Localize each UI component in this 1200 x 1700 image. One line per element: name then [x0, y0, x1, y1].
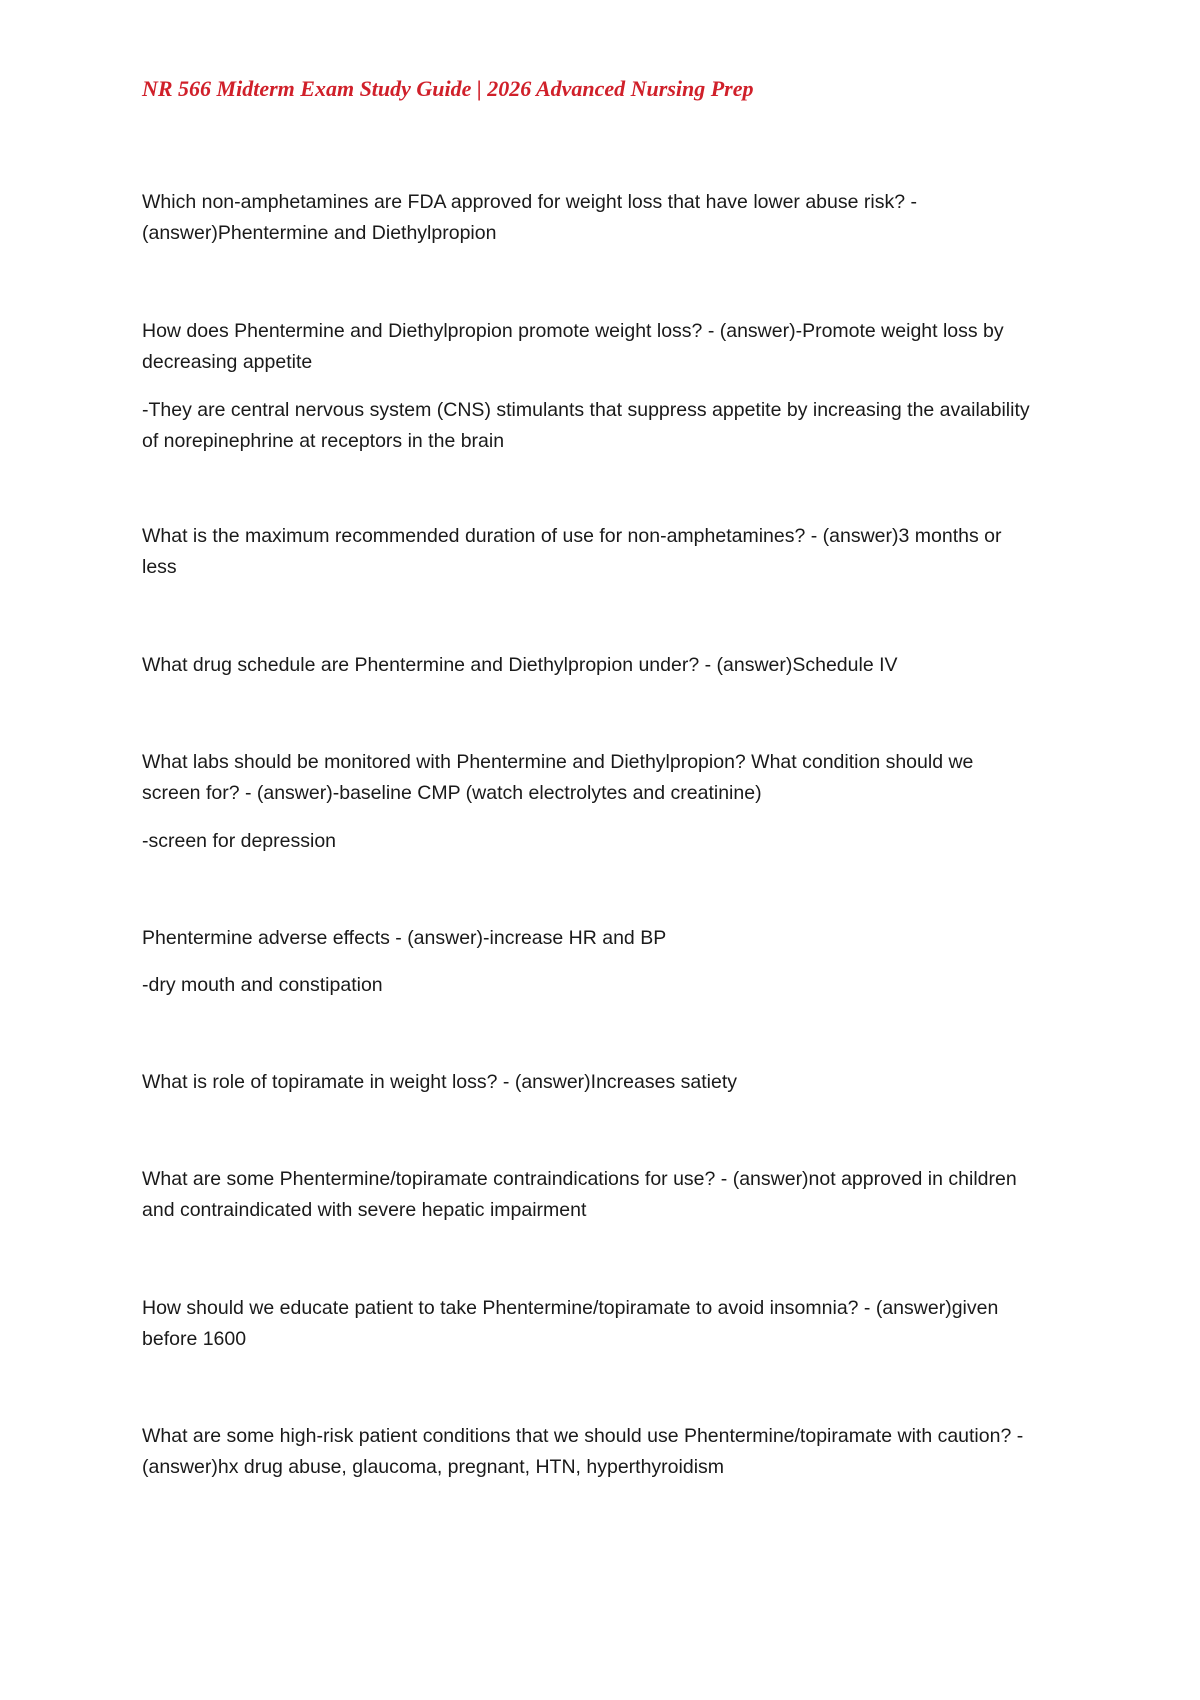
entry-line: What is role of topiramate in weight loss? - (answer)Increases satiety — [142, 1071, 737, 1093]
entry-line: What drug schedule are Phentermine and Diethylpropion under? - (answer)Schedule IV — [142, 654, 898, 676]
qa-entry — [142, 1164, 1072, 1226]
entry-line: How should we educate patient to take Phentermine/topiramate to avoid insomnia? - (answer)given — [142, 1297, 999, 1319]
entry-line: What labs should be monitored with Phentermine and Diethylpropion? What condition should we — [142, 751, 974, 773]
qa-entry — [142, 923, 1072, 954]
qa-entry — [142, 316, 1072, 378]
entry-line: Phentermine adverse effects - (answer)-increase HR and BP — [142, 927, 667, 949]
entry-line: -They are central nervous system (CNS) stimulants that suppress appetite by increasing the availability — [142, 399, 1030, 421]
qa-entry — [142, 1067, 1072, 1098]
entry-line: What are some Phentermine/topiramate contraindications for use? - (answer)not approved in children — [142, 1168, 1017, 1190]
entry-line: screen for? - (answer)-baseline CMP (watch electrolytes and creatinine) — [142, 782, 762, 804]
entry-line: -dry mouth and constipation — [142, 974, 383, 996]
qa-entry — [142, 521, 1072, 583]
entry-line: Which non-amphetamines are FDA approved for weight loss that have lower abuse risk? - — [142, 191, 917, 213]
qa-entry — [142, 187, 1072, 249]
qa-entry — [142, 1293, 1072, 1355]
entry-line: of norepinephrine at receptors in the brain — [142, 430, 505, 452]
qa-entry-continuation — [142, 395, 1072, 457]
entry-line: What are some high-risk patient conditions that we should use Phentermine/topiramate with caution? - — [142, 1425, 1024, 1447]
entry-line: (answer)Phentermine and Diethylpropion — [142, 222, 497, 244]
qa-entry — [142, 650, 1072, 681]
entry-line: before 1600 — [142, 1328, 247, 1350]
qa-entry-continuation — [142, 970, 1072, 1001]
qa-entry-continuation — [142, 826, 1072, 857]
entry-line: decreasing appetite — [142, 351, 313, 373]
entry-line: (answer)hx drug abuse, glaucoma, pregnant, HTN, hyperthyroidism — [142, 1456, 725, 1478]
entry-line: What is the maximum recommended duration of use for non-amphetamines? - (answer)3 months or — [142, 525, 1002, 547]
entry-line: How does Phentermine and Diethylpropion promote weight loss? - (answer)-Promote weight loss by — [142, 320, 1004, 342]
qa-entry — [142, 1421, 1072, 1483]
entry-line: -screen for depression — [142, 830, 337, 852]
entry-line: less — [142, 556, 177, 578]
entry-line: and contraindicated with severe hepatic impairment — [142, 1199, 587, 1221]
document-title: NR 566 Midterm Exam Study Guide | 2026 Advanced Nursing Prep — [142, 76, 754, 101]
qa-entry — [142, 747, 1072, 809]
